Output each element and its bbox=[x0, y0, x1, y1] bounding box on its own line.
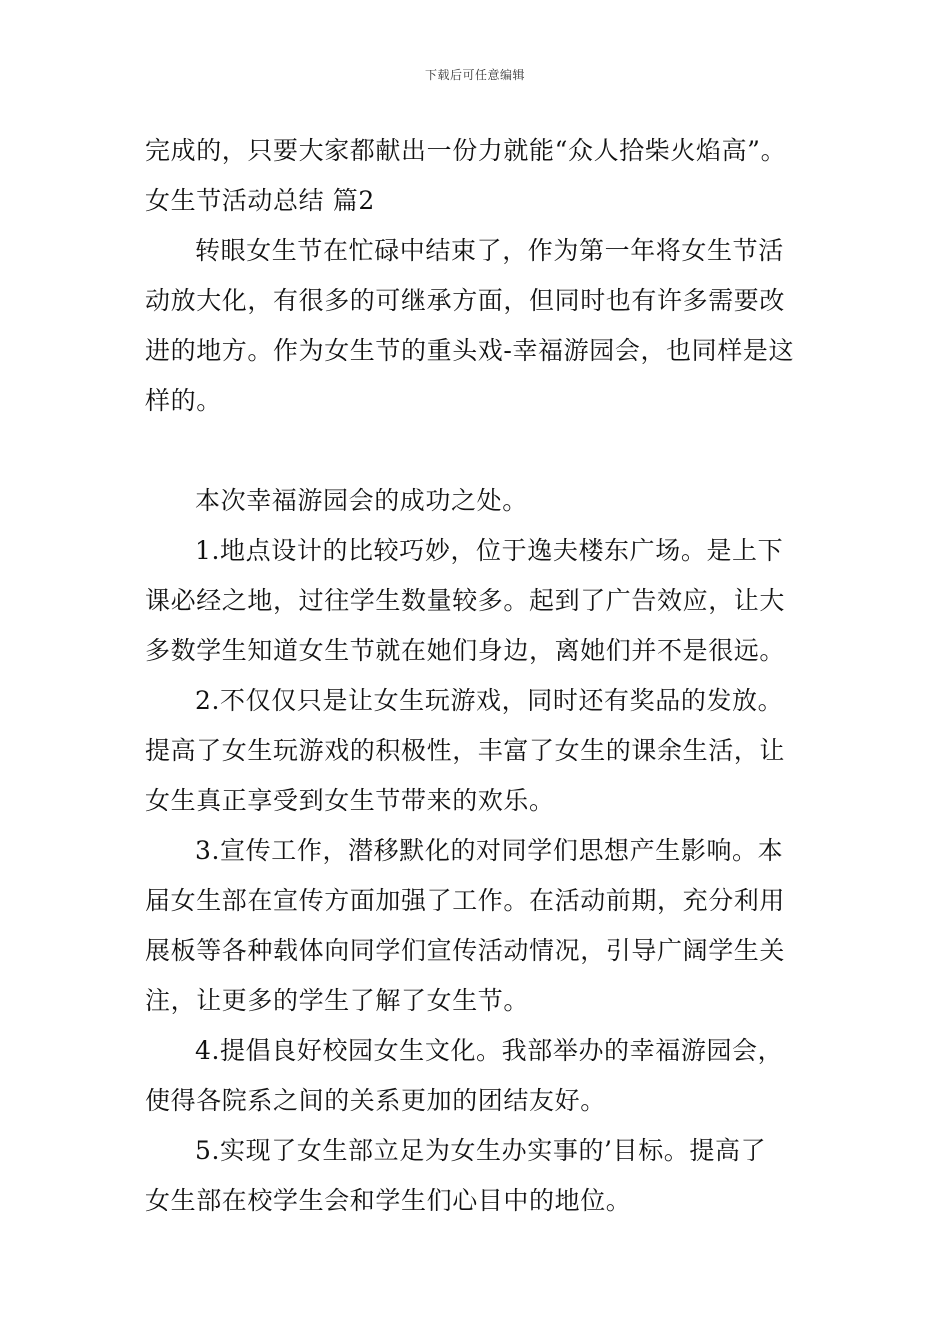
document-body bbox=[145, 126, 810, 1226]
paragraph-line: 课必经之地，过往学生数量较多。起到了广告效应，让大 bbox=[145, 586, 786, 615]
paragraph-line: 本次幸福游园会的成功之处。 bbox=[195, 486, 528, 515]
paragraph-line: 注，让更多的学生了解了女生节。 bbox=[145, 986, 530, 1015]
paragraph-line: 4.提倡良好校园女生文化。我部举办的幸福游园会， bbox=[195, 1036, 784, 1065]
paragraph-line: 届女生部在宣传方面加强了工作。在活动前期，充分利用 bbox=[145, 886, 786, 915]
paragraph-line: 2.不仅仅只是让女生玩游戏，同时还有奖品的发放。 bbox=[195, 686, 784, 715]
paragraph-line: 展板等各种载体向同学们宣传活动情况，引导广阔学生关 bbox=[145, 936, 786, 965]
paragraph-line: 多数学生知道女生节就在她们身边，离她们并不是很远。 bbox=[145, 636, 786, 665]
section-heading: 女生节活动总结 篇2 bbox=[145, 186, 375, 215]
paragraph-line: 女生部在校学生会和学生们心目中的地位。 bbox=[145, 1186, 632, 1215]
blank-spacer bbox=[145, 426, 810, 476]
paragraph-line: 提高了女生玩游戏的积极性，丰富了女生的课余生活，让 bbox=[145, 736, 786, 765]
paragraph-line: 使得各院系之间的关系更加的团结友好。 bbox=[145, 1086, 606, 1115]
paragraph-line: 1.地点设计的比较巧妙，位于逸夫楼东广场。是上下 bbox=[195, 536, 784, 565]
paragraph-line: 完成的，只要大家都献出一份力就能“众人拾柴火焰高”。 bbox=[145, 136, 787, 165]
page-header-note: 下载后可任意编辑 bbox=[424, 68, 525, 82]
paragraph-line: 进的地方。作为女生节的重头戏-幸福游园会，也同样是这 bbox=[145, 336, 795, 365]
paragraph-line: 样的。 bbox=[145, 386, 222, 415]
paragraph-line: 动放大化，有很多的可继承方面，但同时也有许多需要改 bbox=[145, 286, 786, 315]
paragraph-line: 转眼女生节在忙碌中结束了，作为第一年将女生节活 bbox=[195, 236, 784, 265]
paragraph-line: 3.宣传工作，潜移默化的对同学们思想产生影响。本 bbox=[195, 836, 784, 865]
paragraph-line: 女生真正享受到女生节带来的欢乐。 bbox=[145, 786, 555, 815]
paragraph-line: 5.实现了女生部立足为女生办实事的’目标。提高了 bbox=[195, 1136, 767, 1165]
